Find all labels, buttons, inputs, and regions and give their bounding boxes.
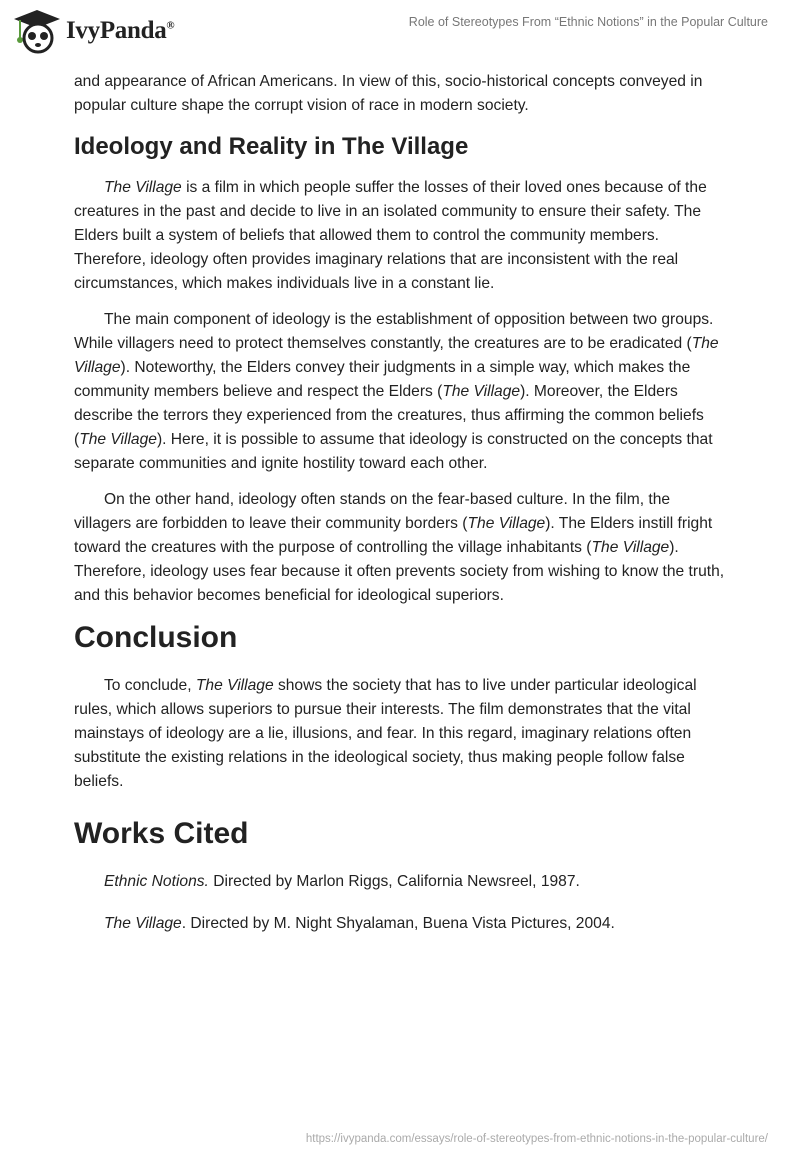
- logo-text: IvyPanda®: [66, 17, 175, 44]
- paragraph: To conclude, The Village shows the society that has to live under particular ideological rules, which allows superiors to pursue their interests. The film demonstrates that the vital mainstays of ideology are a lie, illusions, and fear. In this regard, imaginary relations often substitute the existing relations in the ideological society, thus making people follow false beliefs.: [74, 677, 697, 790]
- panda-graduate-icon: [12, 8, 62, 54]
- citation: Ethnic Notions. Directed by Marlon Riggs, California Newsreel, 1987.: [104, 873, 580, 890]
- ivypanda-logo[interactable]: [12, 8, 174, 54]
- footer-url[interactable]: https://ivypanda.com/essays/role-of-stereotypes-from-ethnic-notions-in-the-popular-culture/: [305, 1133, 768, 1145]
- section-heading-conclusion: Conclusion: [74, 621, 238, 654]
- section-heading-ideology: Ideology and Reality in The Village: [74, 133, 469, 160]
- section-heading-works-cited: Works Cited: [74, 817, 249, 850]
- citation: The Village. Directed by M. Night Shyalaman, Buena Vista Pictures, 2004.: [104, 915, 615, 932]
- paragraph: The Village is a film in which people suffer the losses of their loved ones because of the creatures in the past and decide to live in an isolated community to ensure their safety. The Elders built a system of beliefs that allowed them to control the community members. Therefore, ideology often provides imaginary relations that are inconsistent with the real circumstances, which makes individuals live in a constant lie.: [74, 179, 707, 292]
- paragraph: On the other hand, ideology often stands on the fear-based culture. In the film, the villagers are forbidden to leave their community borders (The Village). The Elders instill fright toward the creatures with the purpose of controlling the village inhabitants (The Village). Therefore, ideology uses fear because it often prevents society from wishing to know the truth, and this behavior becomes beneficial for ideological superiors.: [74, 491, 725, 604]
- paragraph: and appearance of African Americans. In view of this, socio-historical concepts conveyed in popular culture shape the corrupt vision of race in modern society.: [74, 73, 703, 114]
- essay-content: [74, 70, 726, 954]
- document-title: Role of Stereotypes From “Ethnic Notions” in the Popular Culture: [408, 15, 768, 29]
- paragraph: The main component of ideology is the establishment of opposition between two groups. While villagers need to protect themselves constantly, the creatures are to be eradicated (The Village). Noteworthy, the Elders convey their judgments in a simple way, which makes the community members believe and respect the Elders (The Village). Moreover, the Elders describe the terrors they experienced from the creatures, thus affirming the common beliefs (The Village). Here, it is possible to assume that ideology is constructed on the concepts that separate communities and ignite hostility toward each other.: [74, 311, 719, 472]
